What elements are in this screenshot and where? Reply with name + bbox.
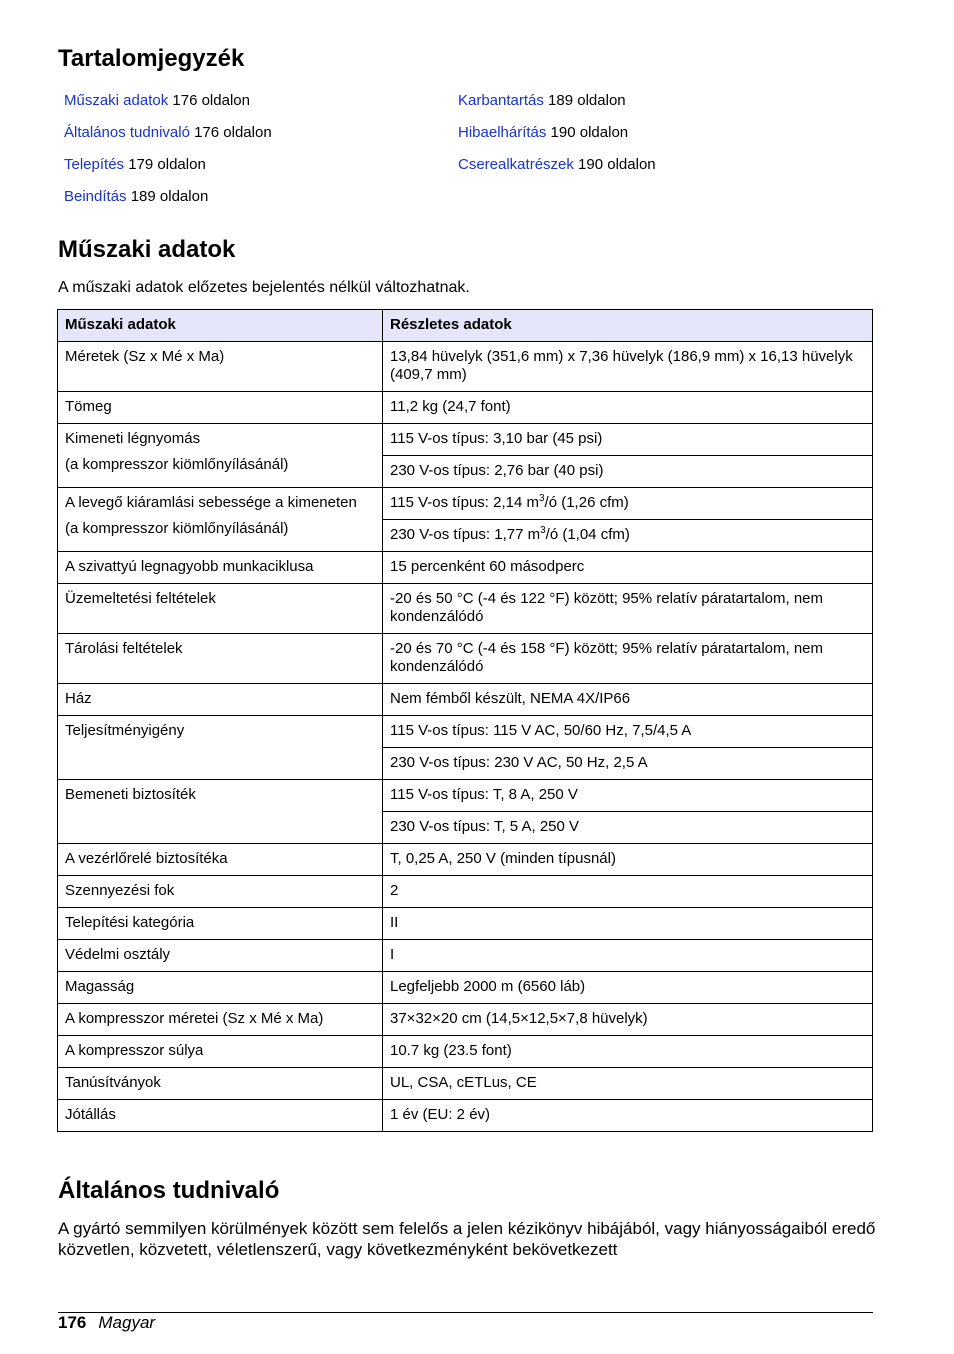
- spec-value: 13,84 hüvelyk (351,6 mm) x 7,36 hüvelyk (186,9 mm) x 16,13 hüvelyk (409,7 mm): [383, 342, 873, 392]
- spec-label: Telepítési kategória: [58, 908, 383, 940]
- spec-label: Szennyezési fok: [58, 876, 383, 908]
- specifications-table: [57, 309, 873, 1132]
- table-row: [58, 972, 873, 1004]
- spec-label: Jótállás: [58, 1100, 383, 1132]
- spec-value-part: /ó (1,26 cfm): [544, 494, 629, 511]
- spec-value: UL, CSA, cETLus, CE: [383, 1068, 873, 1100]
- spec-label-cell: [58, 488, 383, 552]
- spec-label: A kompresszor méretei (Sz x Mé x Ma): [58, 1004, 383, 1036]
- spec-value: 1 év (EU: 2 év): [383, 1100, 873, 1132]
- toc-item: [458, 156, 656, 188]
- spec-value: T, 0,25 A, 250 V (minden típusnál): [383, 844, 873, 876]
- spec-value-part: 115 V-os típus: 2,14 m: [390, 494, 539, 511]
- table-row: [58, 908, 873, 940]
- toc-column-left: [64, 92, 272, 220]
- table-row: [58, 684, 873, 716]
- spec-value: 115 V-os típus: 115 V AC, 50/60 Hz, 7,5/4,5 A: [383, 716, 873, 748]
- toc-page-ref: 179 oldalon: [124, 156, 206, 173]
- header-specification: Műszaki adatok: [58, 310, 383, 342]
- spec-value: 115 V-os típus: T, 8 A, 250 V: [383, 780, 873, 812]
- toc-page-ref: 176 oldalon: [189, 124, 272, 141]
- spec-value: 37×32×20 cm (14,5×12,5×7,8 hüvelyk): [383, 1004, 873, 1036]
- superscript: 3: [538, 493, 545, 504]
- toc-page-ref: 190 oldalon: [573, 156, 656, 173]
- table-row: [58, 1068, 873, 1100]
- table-row: [58, 342, 873, 392]
- toc-item: [64, 156, 272, 188]
- spec-label: Teljesítményigény: [58, 716, 383, 780]
- toc-item: [64, 188, 272, 220]
- table-row: [58, 1004, 873, 1036]
- spec-label: Tárolási feltételek: [58, 634, 383, 684]
- spec-value: 115 V-os típus: 3,10 bar (45 psi): [383, 424, 873, 456]
- table-row: [58, 1036, 873, 1068]
- table-row: [58, 392, 873, 424]
- spec-value: Nem fémből készült, NEMA 4X/IP66: [383, 684, 873, 716]
- spec-value: 15 percenként 60 másodperc: [383, 552, 873, 584]
- toc-column-right: [458, 92, 656, 188]
- spec-label: A vezérlőrelé biztosítéka: [58, 844, 383, 876]
- general-information-paragraph: A gyártó semmilyen körülmények között sem felelős a jelen kézikönyv hibájából, vagy hiányosságaiból eredő közvetlen, közvetett, véletlenszerű, vagy következményként bekövetkezett: [58, 1219, 876, 1259]
- specifications-title: Műszaki adatok: [58, 236, 236, 263]
- spec-label: Üzemeltetési feltételek: [58, 584, 383, 634]
- footer-language: Magyar: [98, 1313, 156, 1332]
- spec-label: Magasság: [58, 972, 383, 1004]
- toc-page-ref: 189 oldalon: [126, 188, 209, 205]
- toc-link-troubleshooting[interactable]: Hibaelhárítás: [458, 124, 547, 141]
- spec-value: II: [383, 908, 873, 940]
- spec-label: Ház: [58, 684, 383, 716]
- table-row: [58, 488, 873, 520]
- spec-label: Tanúsítványok: [58, 1068, 383, 1100]
- toc-link-maintenance[interactable]: Karbantartás: [458, 92, 544, 109]
- spec-value: 230 V-os típus: 2,76 bar (40 psi): [383, 456, 873, 488]
- table-row: [58, 634, 873, 684]
- toc-link-installation[interactable]: Telepítés: [64, 156, 125, 173]
- table-of-contents: [64, 92, 874, 212]
- spec-note: (a kompresszor kiömlőnyílásánál): [65, 456, 289, 473]
- footer-divider: [58, 1312, 873, 1313]
- spec-value: 2: [383, 876, 873, 908]
- toc-page-ref: 176 oldalon: [168, 92, 250, 109]
- toc-link-replacement-parts[interactable]: Cserealkatrészek: [458, 156, 574, 173]
- page-footer: [58, 1313, 155, 1333]
- toc-link-startup[interactable]: Beindítás: [64, 188, 127, 205]
- toc-item: [458, 124, 656, 156]
- header-details: Részletes adatok: [383, 310, 873, 342]
- table-row: [58, 940, 873, 972]
- toc-link-general-information[interactable]: Általános tudnivaló: [64, 124, 190, 141]
- table-row: [58, 780, 873, 812]
- specifications-intro: A műszaki adatok előzetes bejelentés nélkül változhatnak.: [58, 279, 470, 296]
- toc-item: [458, 92, 656, 124]
- spec-label: A levegő kiáramlási sebessége a kimeneten: [65, 494, 357, 511]
- table-row: [58, 584, 873, 634]
- spec-value: I: [383, 940, 873, 972]
- spec-value: 230 V-os típus: T, 5 A, 250 V: [383, 812, 873, 844]
- table-row: [58, 424, 873, 456]
- spec-value-part: /ó (1,04 cfm): [545, 526, 630, 543]
- table-row: [58, 716, 873, 748]
- toc-item: [64, 92, 272, 124]
- spec-label: Kimeneti légnyomás: [65, 430, 201, 447]
- table-row: [58, 552, 873, 584]
- spec-label: A kompresszor súlya: [58, 1036, 383, 1068]
- toc-item: [64, 124, 272, 156]
- page-number: 176: [58, 1313, 87, 1332]
- spec-label: Tömeg: [58, 392, 383, 424]
- spec-label: Bemeneti biztosíték: [58, 780, 383, 844]
- spec-value: [383, 488, 873, 520]
- spec-label-cell: [58, 424, 383, 488]
- spec-value: 10.7 kg (23.5 font): [383, 1036, 873, 1068]
- spec-value: 230 V-os típus: 230 V AC, 50 Hz, 2,5 A: [383, 748, 873, 780]
- spec-value: 11,2 kg (24,7 font): [383, 392, 873, 424]
- superscript: 3: [540, 525, 546, 536]
- toc-page-ref: 190 oldalon: [546, 124, 629, 141]
- spec-value-part: 230 V-os típus: 1,77 m: [390, 526, 541, 543]
- spec-value: -20 és 70 °C (-4 és 158 °F) között; 95% relatív páratartalom, nem kondenzálódó: [383, 634, 873, 684]
- toc-title: Tartalomjegyzék: [58, 45, 245, 72]
- table-header-row: [58, 310, 873, 342]
- spec-label: A szivattyú legnagyobb munkaciklusa: [58, 552, 383, 584]
- spec-value: -20 és 50 °C (-4 és 122 °F) között; 95% relatív páratartalom, nem kondenzálódó: [383, 584, 873, 634]
- spec-value: Legfeljebb 2000 m (6560 láb): [383, 972, 873, 1004]
- spec-label: Védelmi osztály: [58, 940, 383, 972]
- spec-label: Méretek (Sz x Mé x Ma): [58, 342, 383, 392]
- spec-value: [383, 520, 873, 552]
- table-row: [58, 844, 873, 876]
- table-row: [58, 1100, 873, 1132]
- general-information-title: Általános tudnivaló: [58, 1177, 280, 1204]
- table-row: [58, 876, 873, 908]
- spec-note: (a kompresszor kiömlőnyílásánál): [65, 520, 289, 537]
- toc-page-ref: 189 oldalon: [543, 92, 626, 109]
- toc-link-specifications[interactable]: Műszaki adatok: [64, 92, 169, 109]
